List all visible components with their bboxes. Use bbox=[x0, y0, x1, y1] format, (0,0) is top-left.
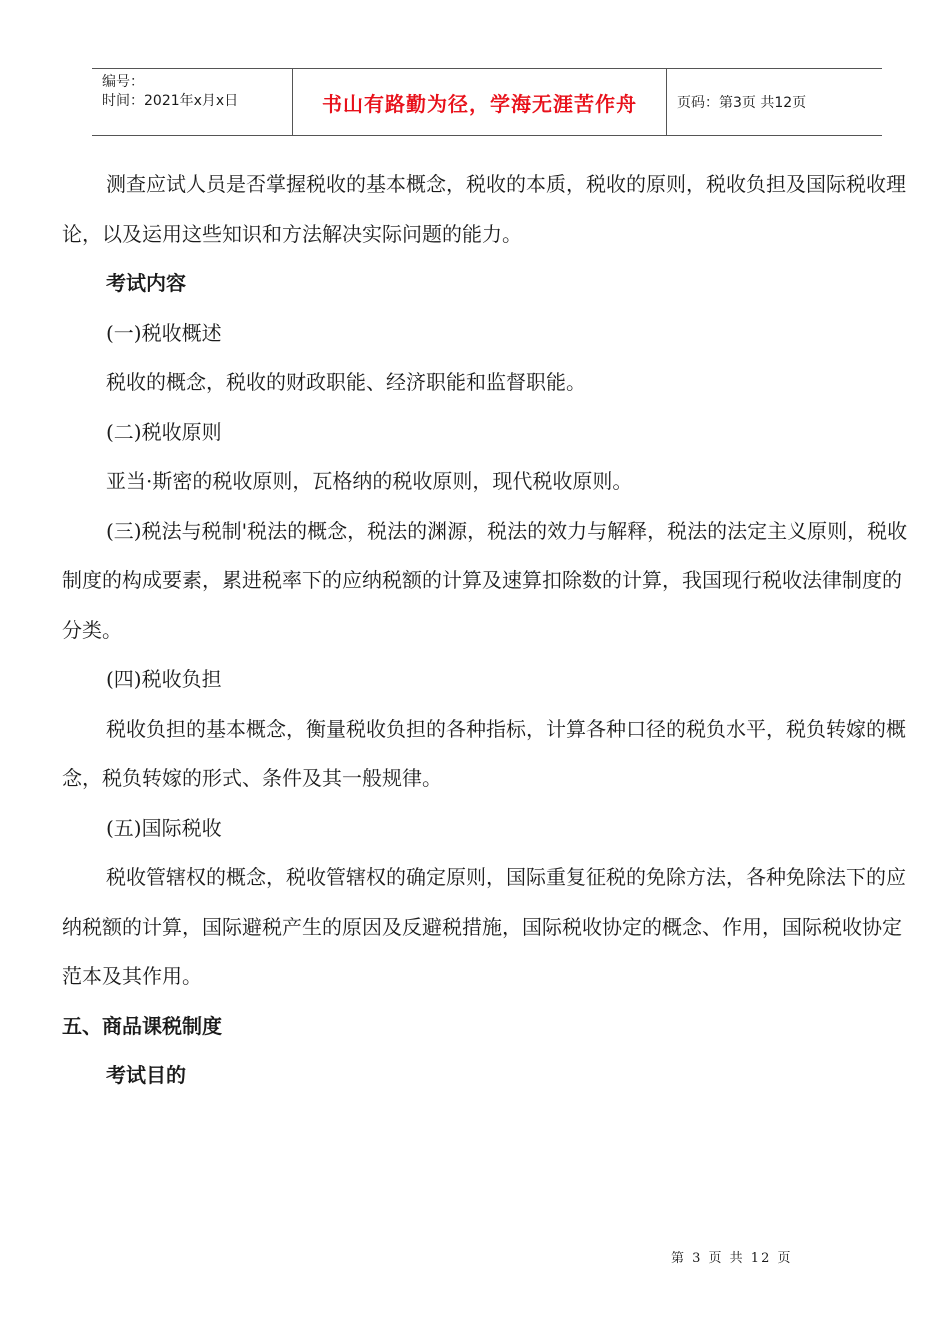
paragraph: (四)税收负担 bbox=[106, 667, 222, 691]
paragraph: 测查应试人员是否掌握税收的基本概念，税收的本质，税收的原则，税收负担及国际税收理论，以及运用这些知识和方法解决实际问题的能力。 bbox=[62, 172, 906, 246]
document-body bbox=[62, 160, 910, 1101]
paragraph: (一)税收概述 bbox=[106, 320, 222, 345]
section-heading: 五、商品课税制度 bbox=[62, 1013, 222, 1038]
section-heading: 考试目的 bbox=[106, 1063, 186, 1087]
header-page-number: 页码：第3页 共12页 bbox=[677, 95, 807, 111]
document-number: 编号： bbox=[102, 74, 144, 90]
paragraph: (五)国际税收 bbox=[106, 815, 222, 840]
page-header bbox=[92, 68, 882, 136]
header-motto: 书山有路勤为径，学海无涯苦作舟 bbox=[293, 69, 667, 135]
page-footer: 第 3 页 共 12 页 bbox=[671, 1251, 793, 1266]
paragraph: 税收的概念，税收的财政职能、经济职能和监督职能。 bbox=[106, 370, 586, 394]
paragraph: 税收管辖权的概念，税收管辖权的确定原则，国际重复征税的免除方法，各种免除法下的应纳税额的计算，国际避税产生的原因及反避税措施，国际税收协定的概念、作用，国际税收协定范本及其作用。 bbox=[62, 865, 906, 988]
header-meta bbox=[92, 69, 293, 135]
paragraph: 税收负担的基本概念，衡量税收负担的各种指标，计算各种口径的税负水平，税负转嫁的概念，税负转嫁的形式、条件及其一般规律。 bbox=[62, 716, 906, 790]
paragraph: (二)税收原则 bbox=[106, 419, 222, 444]
paragraph: (三)税法与税制'税法的概念，税法的渊源，税法的效力与解释，税法的法定主义原则，税收制度的构成要素，累进税率下的应纳税额的计算及速算扣除数的计算，我国现行税收法律制度的分类。 bbox=[62, 518, 908, 642]
section-heading: 考试内容 bbox=[106, 271, 186, 295]
paragraph: 亚当·斯密的税收原则，瓦格纳的税收原则，现代税收原则。 bbox=[106, 469, 633, 493]
document-date: 时间：2021年x月x日 bbox=[102, 93, 239, 109]
